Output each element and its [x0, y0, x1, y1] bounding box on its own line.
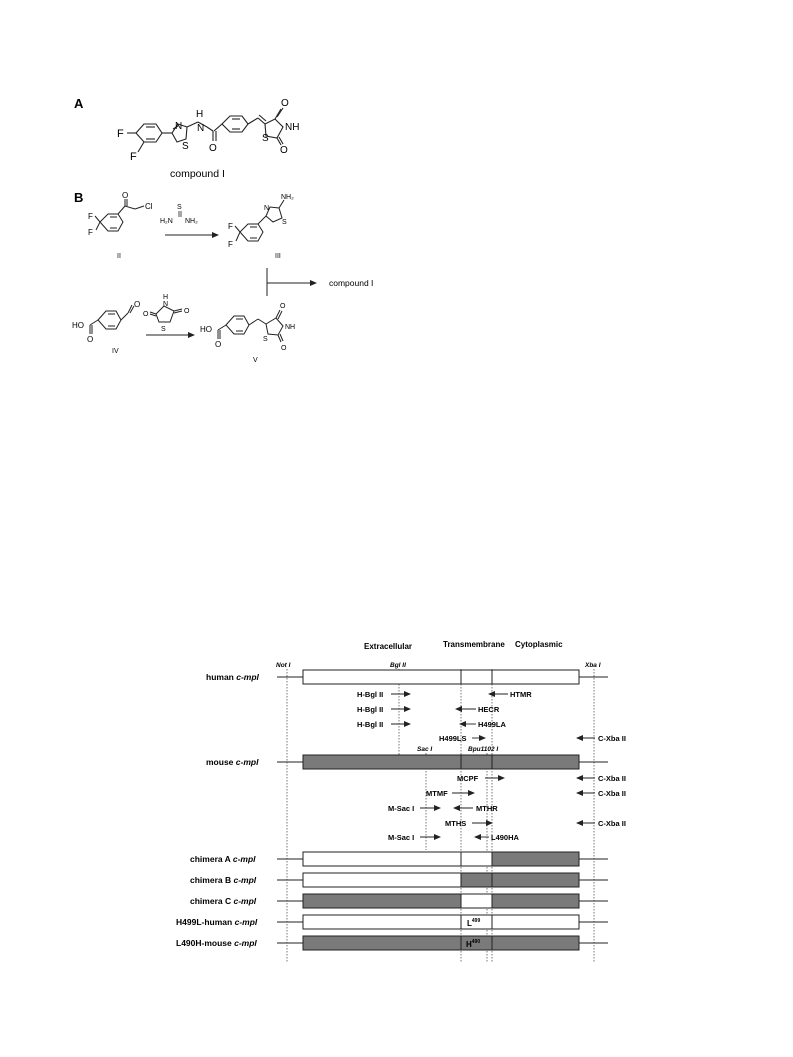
compound-iii-structure: [235, 200, 284, 241]
site-xba-i: Xba I: [585, 662, 601, 669]
tzd-n: N: [163, 301, 169, 308]
iii-s: S: [282, 219, 287, 226]
iv-ho: HO: [72, 321, 84, 330]
tzd-o2: O: [184, 308, 190, 315]
v-o1: O: [215, 340, 222, 349]
label-chimera-c: chimera C c-mpl: [190, 896, 257, 906]
label-chimera-a: chimera A c-mpl: [190, 854, 256, 864]
primer-h-bgl-ii-3: H-Bgl II: [357, 720, 384, 729]
site-bpu1102-i: Bpu1102 I: [468, 746, 499, 753]
iii-f2: F: [228, 240, 233, 249]
bar-l490h-mouse: [303, 936, 579, 950]
mutation-l499: $L^{499}$: [467, 918, 481, 928]
primer-h-bgl-ii-1: H-Bgl II: [357, 690, 384, 699]
atom-o2: O: [281, 98, 289, 109]
primer-c-xba-ii-2: C-Xba II: [598, 774, 626, 783]
compound-ii-label: II: [117, 253, 121, 260]
compound-i-structure: [127, 108, 283, 152]
primer-htmr: HTMR: [510, 690, 532, 699]
primer-c-xba-ii-4: C-Xba II: [598, 819, 626, 828]
mutation-h490: $H^{490}$: [466, 939, 481, 949]
site-not-i: Not I: [276, 662, 291, 669]
primer-c-xba-ii-1: C-Xba II: [598, 734, 626, 743]
iii-nh2: NH₂: [281, 194, 294, 201]
primer-mtmf: MTMF: [426, 789, 448, 798]
atom-o3: O: [280, 145, 288, 156]
label-l490h-mouse: L490H-mouse c-mpl: [176, 938, 257, 948]
primer-mths: MTHS: [445, 819, 467, 828]
compound-v-label: V: [253, 357, 258, 364]
atom-h: H: [196, 109, 204, 120]
construct-bars: [277, 670, 608, 950]
bar-chimera-b-human: [303, 873, 461, 887]
v-o2: O: [280, 303, 286, 310]
atom-f1: F: [117, 128, 124, 140]
panel-a-label: A: [74, 96, 84, 111]
atom-nh: NH: [285, 122, 300, 133]
iv-o2: O: [134, 300, 141, 309]
atom-n2: N: [197, 123, 205, 134]
bar-chimera-a-mouse: [492, 852, 579, 866]
panel-b-label: B: [74, 190, 84, 205]
atom-s2: S: [262, 133, 269, 144]
bar-chimera-b-mouse: [461, 873, 579, 887]
bar-chimera-a-human: [303, 852, 492, 866]
compound-v-structure: [218, 310, 283, 342]
tzd-h: H: [163, 294, 169, 301]
atom-o1: O: [209, 143, 217, 154]
atom-f2: F: [130, 151, 137, 163]
compound-iv-structure: [90, 305, 134, 334]
v-ho: HO: [200, 325, 212, 334]
region-cytoplasmic: Cytoplasmic: [515, 640, 563, 649]
v-s: S: [263, 336, 268, 343]
compound-iii-label: III: [275, 253, 281, 260]
v-o3: O: [281, 345, 287, 352]
iii-f1: F: [228, 222, 233, 231]
panel-b: [72, 190, 373, 364]
primer-h499ls: H499LS: [439, 734, 467, 743]
panel-a: [74, 96, 299, 180]
ii-f1: F: [88, 212, 93, 221]
primer-c-xba-ii-3: C-Xba II: [598, 789, 626, 798]
compound-iv-label: IV: [112, 348, 119, 355]
region-extracellular: Extracellular: [364, 642, 413, 651]
ii-o: O: [122, 191, 129, 200]
v-nh: NH: [285, 324, 296, 331]
site-sac-i: Sac I: [417, 746, 433, 753]
primer-h499la: H499LA: [478, 720, 506, 729]
bar-chimera-c-human: [461, 894, 492, 908]
primer-h-bgl-ii-2: H-Bgl II: [357, 705, 384, 714]
primer-m-sac-i-2: M-Sac I: [388, 833, 415, 842]
bar-chimera-c-mouse1: [303, 894, 461, 908]
bar-human: [303, 670, 579, 684]
product-compound-i: compound I: [329, 278, 374, 288]
thiourea-left: H₂N: [160, 218, 173, 225]
thiourea-s: S: [177, 204, 182, 211]
primer-hecr: HECR: [478, 705, 500, 714]
label-h499l-human: H499L-human c-mpl: [176, 917, 258, 927]
bar-mouse: [303, 755, 579, 769]
atom-s1: S: [182, 141, 189, 152]
thiourea-right: NH₂: [185, 218, 198, 225]
bar-chimera-c-mouse2: [492, 894, 579, 908]
primer-m-sac-i-1: M-Sac I: [388, 804, 415, 813]
primer-mcpf: MCPF: [457, 774, 479, 783]
tzd-o1: O: [143, 311, 149, 318]
label-human: human c-mpl: [206, 672, 259, 682]
bar-h499l-human: [303, 915, 579, 929]
region-transmembrane: Transmembrane: [443, 640, 505, 649]
tzd-reagent-structure: [150, 306, 182, 322]
iii-n: N: [264, 205, 270, 212]
ii-f2: F: [88, 228, 93, 237]
site-bgl-ii: Bgl II: [390, 662, 406, 669]
iv-o1: O: [87, 335, 94, 344]
label-mouse: mouse c-mpl: [206, 757, 259, 767]
primer-l490ha: L490HA: [491, 833, 519, 842]
atom-n1: N: [175, 121, 183, 132]
compound-ii-structure: [95, 199, 144, 231]
label-chimera-b: chimera B c-mpl: [190, 875, 257, 885]
compound-i-caption: compound I: [170, 168, 225, 180]
primer-mthr: MTHR: [476, 804, 498, 813]
mpl-construct-diagram: [176, 640, 626, 963]
tzd-s: S: [161, 326, 166, 333]
ii-cl: Cl: [145, 202, 153, 211]
